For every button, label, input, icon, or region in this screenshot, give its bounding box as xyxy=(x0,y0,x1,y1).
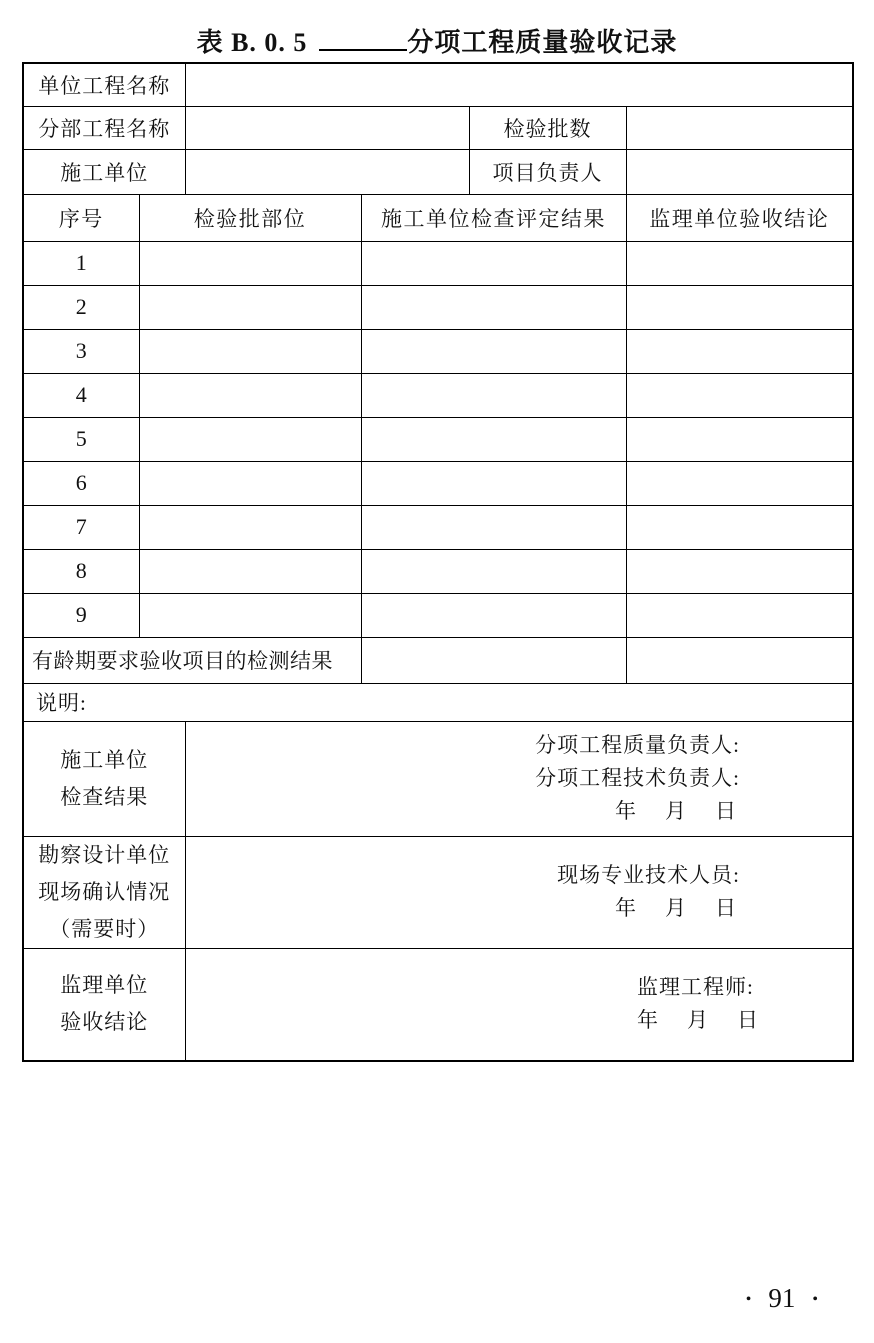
date-line: 年 月 日 xyxy=(615,896,740,920)
row-no: 6 xyxy=(23,461,139,505)
section-label-line: （需要时） xyxy=(49,916,160,941)
contractor-result-field[interactable] xyxy=(361,505,626,549)
contractor-result-field[interactable] xyxy=(361,285,626,329)
page-number-value: 91 xyxy=(768,1283,796,1313)
batch-location-field[interactable] xyxy=(139,505,361,549)
note-label: 说明: xyxy=(36,691,87,715)
supervisor-conclusion-section xyxy=(23,948,853,1061)
contractor-check-section xyxy=(23,721,853,836)
row-no: 2 xyxy=(23,285,139,329)
supervisor-conclusion-field[interactable] xyxy=(626,285,853,329)
contractor-result-field[interactable] xyxy=(361,241,626,285)
row-no: 9 xyxy=(23,593,139,637)
contractor-result-field[interactable] xyxy=(361,417,626,461)
signature-block xyxy=(637,971,762,1037)
table-row xyxy=(23,417,853,461)
signature-line: 现场专业技术人员: xyxy=(557,863,740,887)
section-label-line: 检查结果 xyxy=(60,784,149,809)
batch-location-field[interactable] xyxy=(139,285,361,329)
table-row xyxy=(23,329,853,373)
grid-header-row xyxy=(23,194,853,241)
unit-project-row xyxy=(23,63,853,106)
age-test-conclusion-field[interactable] xyxy=(626,637,853,683)
signature-line: 分项工程技术负责人: xyxy=(535,766,740,790)
col-header-contractor-result: 施工单位检查评定结果 xyxy=(361,194,626,241)
form-title-number: 表 B. 0. 5 xyxy=(196,28,308,57)
row-no: 7 xyxy=(23,505,139,549)
row-no: 3 xyxy=(23,329,139,373)
survey-design-label xyxy=(23,836,185,948)
project-manager-field[interactable] xyxy=(626,149,853,194)
supervisor-conclusion-label xyxy=(23,948,185,1061)
contractor-result-field[interactable] xyxy=(361,593,626,637)
signature-block xyxy=(557,859,740,925)
row-no: 8 xyxy=(23,549,139,593)
contractor-result-field[interactable] xyxy=(361,373,626,417)
supervisor-conclusion-field[interactable] xyxy=(626,241,853,285)
sub-project-row xyxy=(23,106,853,149)
col-header-supervisor-conclusion: 监理单位验收结论 xyxy=(626,194,853,241)
table-row xyxy=(23,241,853,285)
contractor-check-label xyxy=(23,721,185,836)
contractor-row xyxy=(23,149,853,194)
note-cell[interactable] xyxy=(23,683,853,721)
signature-block xyxy=(535,729,740,828)
batch-count-label: 检验批数 xyxy=(469,106,626,149)
note-row xyxy=(23,683,853,721)
supervisor-conclusion-field[interactable] xyxy=(626,549,853,593)
section-label-line: 现场确认情况 xyxy=(38,879,171,904)
col-header-no: 序号 xyxy=(23,194,139,241)
batch-location-field[interactable] xyxy=(139,241,361,285)
batch-location-field[interactable] xyxy=(139,461,361,505)
table-row xyxy=(23,373,853,417)
form-title-text: 分项工程质量验收记录 xyxy=(407,28,678,57)
acceptance-record-table xyxy=(22,62,854,1062)
batch-location-field[interactable] xyxy=(139,549,361,593)
supervisor-signature-area[interactable] xyxy=(185,948,853,1061)
page-number-dot-left: • xyxy=(745,1291,752,1308)
section-label-line: 监理单位 xyxy=(60,973,149,998)
row-no: 1 xyxy=(23,241,139,285)
contractor-result-field[interactable] xyxy=(361,461,626,505)
survey-design-section xyxy=(23,836,853,948)
batch-location-field[interactable] xyxy=(139,417,361,461)
form-title xyxy=(0,22,874,59)
supervisor-conclusion-field[interactable] xyxy=(626,593,853,637)
col-header-batch-location: 检验批部位 xyxy=(139,194,361,241)
batch-location-field[interactable] xyxy=(139,329,361,373)
table-row xyxy=(23,285,853,329)
batch-count-field[interactable] xyxy=(626,106,853,149)
supervisor-conclusion-field[interactable] xyxy=(626,461,853,505)
batch-location-field[interactable] xyxy=(139,373,361,417)
table-row xyxy=(23,505,853,549)
contractor-field[interactable] xyxy=(185,149,469,194)
table-row xyxy=(23,461,853,505)
contractor-result-field[interactable] xyxy=(361,329,626,373)
supervisor-conclusion-field[interactable] xyxy=(626,417,853,461)
survey-design-signature-area[interactable] xyxy=(185,836,853,948)
row-no: 5 xyxy=(23,417,139,461)
contractor-result-field[interactable] xyxy=(361,549,626,593)
section-label-line: 验收结论 xyxy=(60,1010,149,1035)
age-test-row xyxy=(23,637,853,683)
unit-project-name-label: 单位工程名称 xyxy=(23,63,185,106)
table-row xyxy=(23,549,853,593)
supervisor-conclusion-field[interactable] xyxy=(626,329,853,373)
section-label-line: 施工单位 xyxy=(60,747,149,772)
signature-line: 监理工程师: xyxy=(637,975,754,1000)
page-number-dot-right: • xyxy=(812,1291,818,1308)
date-line: 年 月 日 xyxy=(637,1008,762,1033)
page-number xyxy=(746,1283,818,1314)
form-title-blank-underline[interactable] xyxy=(319,25,407,51)
sub-project-name-label: 分部工程名称 xyxy=(23,106,185,149)
sub-project-name-field[interactable] xyxy=(185,106,469,149)
batch-location-field[interactable] xyxy=(139,593,361,637)
supervisor-conclusion-field[interactable] xyxy=(626,373,853,417)
table-row xyxy=(23,593,853,637)
date-line: 年 月 日 xyxy=(615,799,740,823)
supervisor-conclusion-field[interactable] xyxy=(626,505,853,549)
contractor-label: 施工单位 xyxy=(23,149,185,194)
project-manager-label: 项目负责人 xyxy=(469,149,626,194)
section-label-line: 勘察设计单位 xyxy=(38,842,171,867)
row-no: 4 xyxy=(23,373,139,417)
unit-project-name-field[interactable] xyxy=(185,63,853,106)
age-test-label: 有龄期要求验收项目的检测结果 xyxy=(23,637,361,683)
contractor-check-signature-area[interactable] xyxy=(185,721,853,836)
signature-line: 分项工程质量负责人: xyxy=(535,733,740,757)
age-test-result-field[interactable] xyxy=(361,637,626,683)
